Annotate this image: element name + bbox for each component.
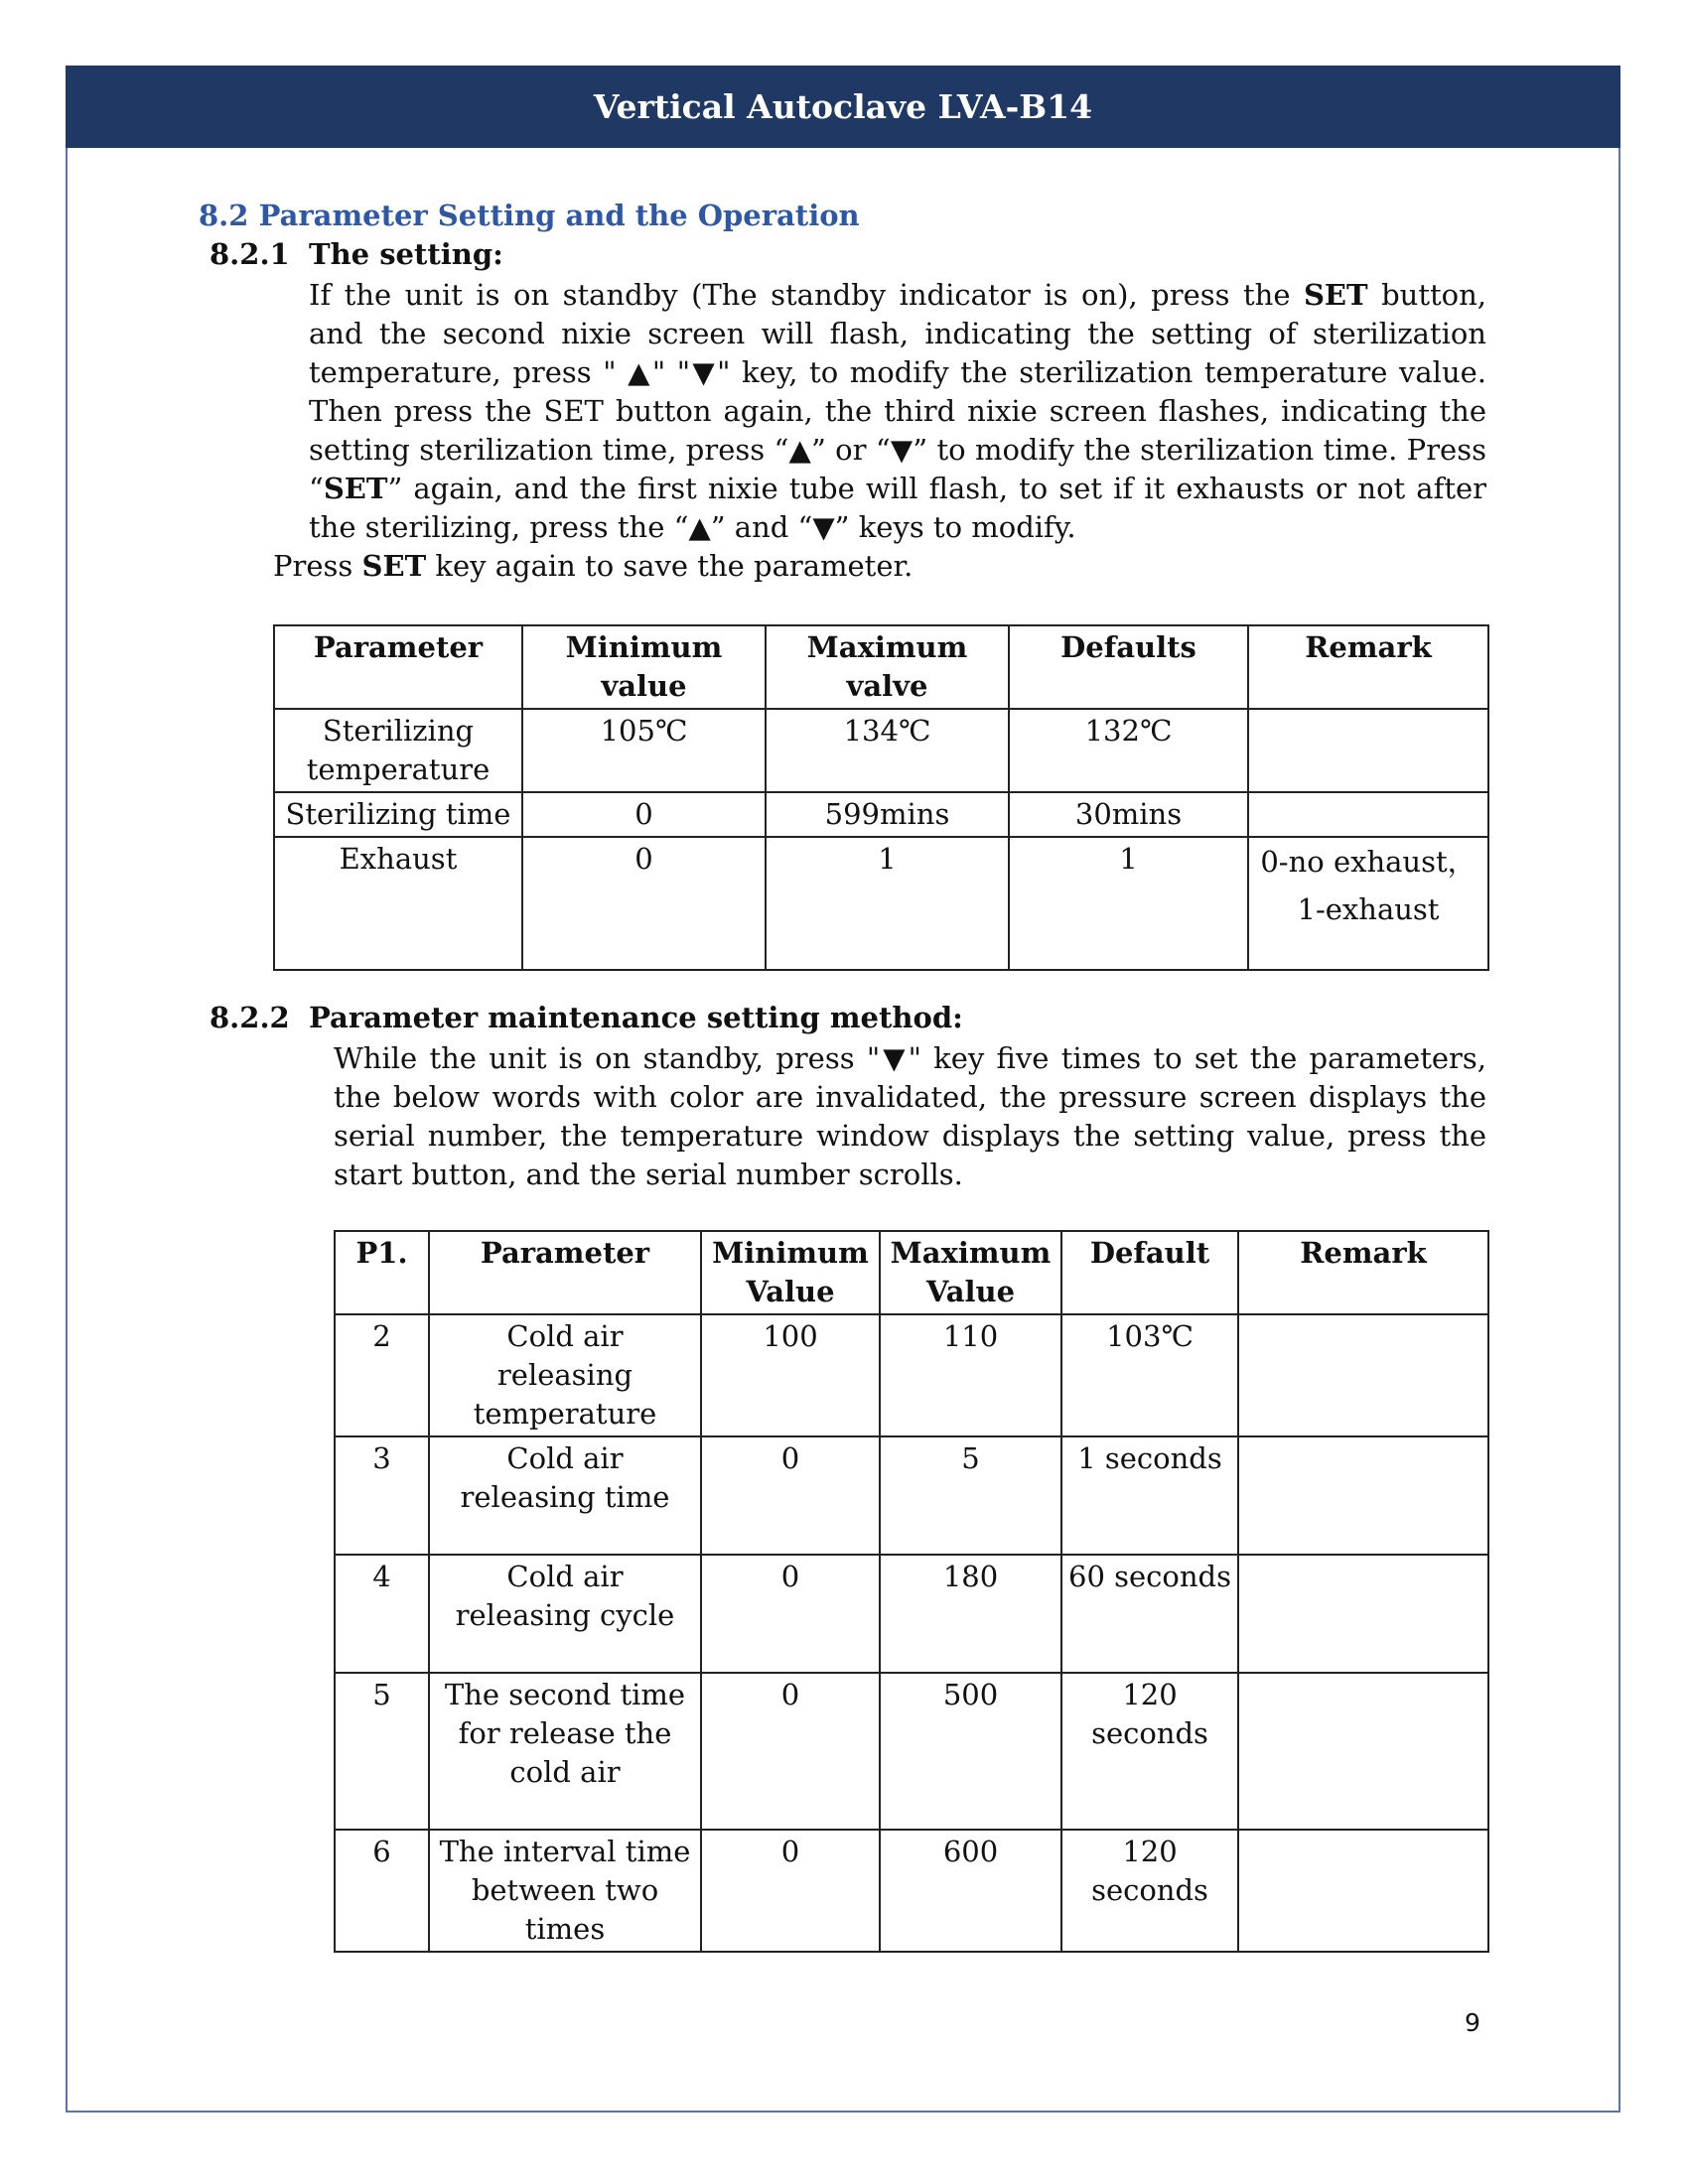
table-row [274, 709, 1488, 792]
text-run: If the unit is on standby (The standby indicator is on), press the [309, 278, 1304, 312]
table-row [274, 792, 1488, 837]
column-header: Parameter [274, 625, 522, 709]
subsection-title: Parameter maintenance setting method: [309, 1001, 963, 1034]
section-heading [199, 199, 860, 232]
column-header: Minimum Value [701, 1231, 880, 1314]
table-cell: Cold air releasing time [429, 1436, 701, 1555]
column-header: Minimum value [522, 625, 766, 709]
table-row [335, 1673, 1488, 1830]
table-cell: 120 seconds [1061, 1673, 1238, 1830]
table-cell: 180 [880, 1555, 1061, 1673]
table-row [335, 1314, 1488, 1436]
page-header [66, 66, 1620, 148]
table-cell: 0 [701, 1830, 880, 1952]
column-header: Remark [1238, 1231, 1488, 1314]
table-cell: The interval time between two times [429, 1830, 701, 1952]
table-cell: 1 [766, 837, 1009, 970]
table-header-row [335, 1231, 1488, 1314]
table-cell [1248, 792, 1488, 837]
subsection-number: 8.2.1 [210, 237, 290, 271]
table-cell [1248, 709, 1488, 792]
column-header: Parameter [429, 1231, 701, 1314]
set-keyword: SET [323, 472, 388, 505]
save-paragraph [273, 547, 1465, 586]
table-cell: 1 seconds [1061, 1436, 1238, 1555]
table-cell: 0-no exhaust，1-exhaust [1248, 837, 1488, 970]
table-cell: 103℃ [1061, 1314, 1238, 1436]
column-header: Default [1061, 1231, 1238, 1314]
table-row [335, 1830, 1488, 1952]
table-cell: 134℃ [766, 709, 1009, 792]
subsection-title: The setting: [309, 237, 503, 271]
table-cell: Cold air releasing cycle [429, 1555, 701, 1673]
table-cell: Sterilizing temperature [274, 709, 522, 792]
text-run: ” again, and the first nixie tube will flash, to set if it exhausts or not after the sterilizing, press the “▲” and “▼” keys to modify. [309, 472, 1486, 544]
table-cell [1238, 1436, 1488, 1555]
maintenance-parameter-table [334, 1230, 1489, 1953]
table-cell: 0 [701, 1555, 880, 1673]
table-cell: 600 [880, 1830, 1061, 1952]
table-cell: 100 [701, 1314, 880, 1436]
table-cell: 599mins [766, 792, 1009, 837]
table-cell [1238, 1555, 1488, 1673]
subsection-number: 8.2.2 [210, 1001, 290, 1034]
page-number: 9 [1465, 2008, 1480, 2037]
column-header: Defaults [1009, 625, 1248, 709]
table-cell: 30mins [1009, 792, 1248, 837]
table-cell: 1 [1009, 837, 1248, 970]
section-title: Parameter Setting and the Operation [258, 199, 860, 232]
document-title: Vertical Autoclave LVA-B14 [593, 87, 1093, 126]
table-row [335, 1436, 1488, 1555]
table-cell: 0 [522, 792, 766, 837]
table-cell: Cold air releasing temperature [429, 1314, 701, 1436]
table-row [274, 837, 1488, 970]
column-header: Maximum Value [880, 1231, 1061, 1314]
table-cell: 5 [335, 1673, 429, 1830]
column-header: Remark [1248, 625, 1488, 709]
table-cell [1238, 1830, 1488, 1952]
table-cell: 3 [335, 1436, 429, 1555]
set-keyword: SET [1303, 278, 1368, 312]
setting-paragraph [309, 276, 1486, 547]
text-run: key again to save the parameter. [426, 549, 914, 583]
text-run: Press [273, 549, 362, 583]
table-cell: 2 [335, 1314, 429, 1436]
text-run: button, and the second nixie screen will flash, indicating the setting of sterilization temperature, press " ▲" "▼" key, to modify the sterilization temperature value. Then press the SET button again, the third nixie screen flashes, indicating the setting sterilization time, press “▲” or “▼” to modify the sterilization time. Press “ [309, 278, 1487, 505]
table-cell: 105℃ [522, 709, 766, 792]
table-header-row [274, 625, 1488, 709]
table-cell: Exhaust [274, 837, 522, 970]
table-cell: 110 [880, 1314, 1061, 1436]
table-cell: 500 [880, 1673, 1061, 1830]
table-cell [1238, 1314, 1488, 1436]
subsection-heading-1 [210, 237, 503, 271]
table-cell [1238, 1673, 1488, 1830]
table-cell: Sterilizing time [274, 792, 522, 837]
table-cell: 6 [335, 1830, 429, 1952]
table-row [335, 1555, 1488, 1673]
table-cell: 60 seconds [1061, 1555, 1238, 1673]
section-number: 8.2 [199, 199, 249, 232]
setting-parameter-table [273, 624, 1489, 971]
set-keyword: SET [361, 549, 427, 583]
column-header: Maximum valve [766, 625, 1009, 709]
table-cell: 120 seconds [1061, 1830, 1238, 1952]
table-cell: 5 [880, 1436, 1061, 1555]
table-cell: 0 [701, 1436, 880, 1555]
table-cell: The second time for release the cold air [429, 1673, 701, 1830]
table-cell: 132℃ [1009, 709, 1248, 792]
table-cell: 0 [522, 837, 766, 970]
table-cell: 4 [335, 1555, 429, 1673]
table-cell: 0 [701, 1673, 880, 1830]
maintenance-paragraph: While the unit is on standby, press "▼" key five times to set the parameters, the below words with color are invalidated, the pressure screen displays the serial number, the temperature window displays the setting value, press the start button, and the serial number scrolls. [334, 1041, 1486, 1191]
column-header: P1. [335, 1231, 429, 1314]
subsection-heading-2 [210, 1001, 963, 1034]
